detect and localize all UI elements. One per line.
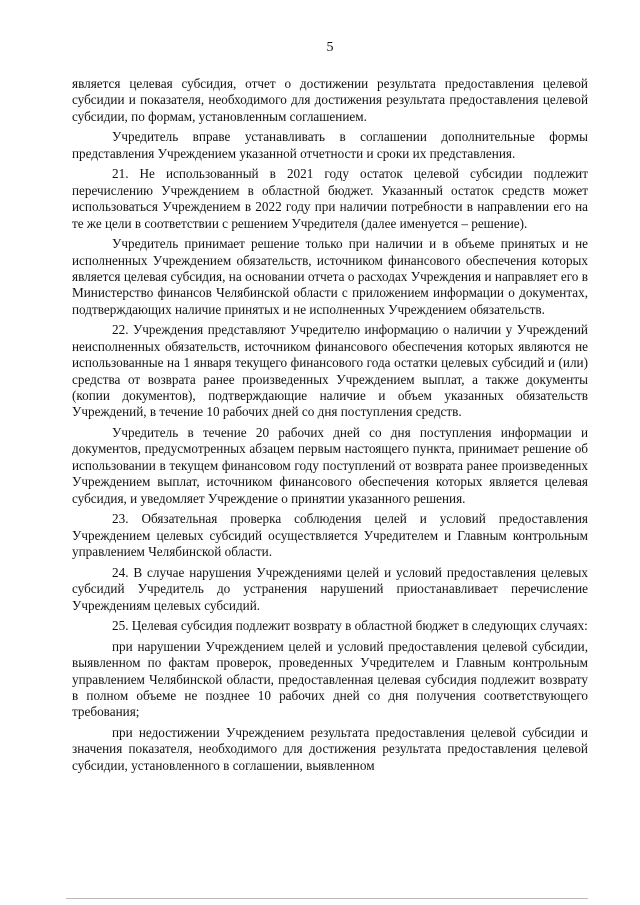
paragraph-25-case-1: при нарушении Учреждением целей и условий предоставления целевой субсидии, выявленном по фактам проверок, проведенных Учредителем и Главным контрольным управлением Челябинской области, предоставленная целевая субсидия подлежит возврату в полном объеме не позднее 10 рабочих дней со дня получения соответствующего требования; bbox=[72, 638, 588, 720]
paragraph-25-case-2: при недостижении Учреждением результата предоставления целевой субсидии и значения показателя, необходимого для достижения результата предоставления целевой субсидии, установленного в соглашении, выявленном bbox=[72, 724, 588, 773]
paragraph-25: 25. Целевая субсидия подлежит возврату в областной бюджет в следующих случаях: bbox=[112, 618, 588, 634]
paragraph-23: 23. Обязательная проверка соблюдения целей и условий предоставления Учреждением целевых субсидий осуществляется Учредителем и Главным контрольным управлением Челябинской области. bbox=[72, 511, 588, 560]
paragraph-2: Учредитель вправе устанавливать в соглашении дополнительные формы представления Учреждением указанной отчетности и сроки их представления. bbox=[72, 129, 588, 161]
page-number: 5 bbox=[326, 40, 334, 55]
paragraph-21-decision: Учредитель принимает решение только при наличии и в объеме принятых и не исполненных Учреждением обязательств, источником финансового обеспечения которых является целевая субсидия, на основании отчета о расходах Учреждения и направляет его в Министерство финансов Челябинской области с приложением информации о документах, подтверждающих наличие принятых и не исполненных Учреждением обязательств. bbox=[72, 236, 588, 317]
page-bottom-edge bbox=[66, 898, 588, 899]
paragraph-1: является целевая субсидия, отчет о достижении результата предоставления целевой субсидии и показателя, необходимого для достижения результата предоставления целевой субсидии, по формам, установленным соглашением. bbox=[72, 76, 588, 124]
paragraph-21: 21. Не использованный в 2021 году остаток целевой субсидии подлежит перечислению Учреждением в областной бюджет. Указанный остаток средств может использоваться Учреждением в 2022 году при наличии потребности в направлении его на те же цели в соответствии с решением Учредителя (далее именуется – решение). bbox=[72, 166, 588, 231]
paragraph-22: 22. Учреждения представляют Учредителю информацию о наличии у Учреждений неисполненных обязательств, источником финансового обеспечения которых являются не использованные на 1 января текущего финансового года остатки целевых субсидий и (или) средства от возврата ранее произведенных Учреждением выплат, а также документы (копии документов), подтверждающие наличие и объем указанных обязательств Учреждений, в течение 10 рабочих дней со дня поступления средств. bbox=[72, 322, 588, 420]
paragraph-24: 24. В случае нарушения Учреждениями целей и условий предоставления целевых субсидий Учредитель до устранения нарушений приостанавливает перечисление Учреждениям целевых субсидий. bbox=[72, 564, 588, 613]
document-body bbox=[72, 76, 588, 774]
paragraph-22-decision: Учредитель в течение 20 рабочих дней со дня поступления информации и документов, предусмотренных абзацем первым настоящего пункта, принимает решение об использовании в текущем финансовом году поступлений от возврата ранее произведенных Учреждением выплат, источником финансового обеспечения которых является целевая субсидия, и уведомляет Учреждение о принятии указанного решения. bbox=[72, 425, 588, 506]
